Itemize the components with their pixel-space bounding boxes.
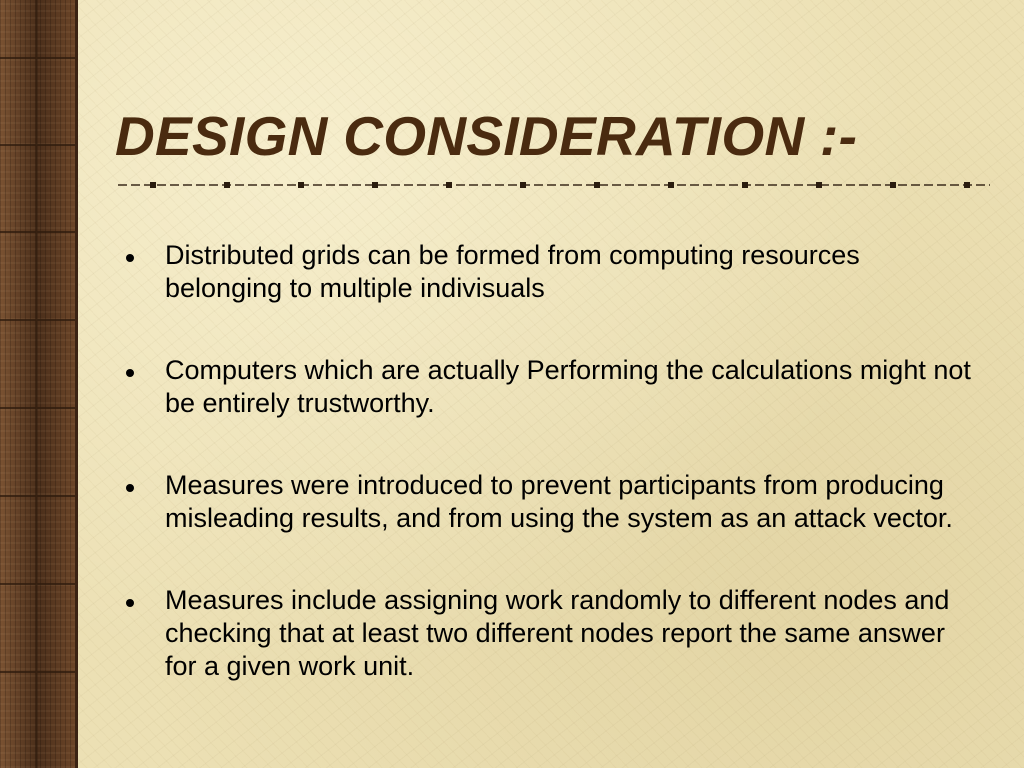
- bullet-item: [122, 354, 982, 420]
- bullet-dot-icon: [126, 254, 134, 262]
- sidebar-grid-lines: [0, 0, 75, 768]
- bullet-dot-icon: [126, 484, 134, 492]
- bullet-text: Computers which are actually Performing the calculations might not be entirely trustworthy.: [165, 355, 971, 418]
- slide-title: DESIGN CONSIDERATION :-: [115, 105, 858, 167]
- bullet-item: [122, 584, 982, 683]
- bullet-list: [122, 239, 982, 683]
- bullet-item: [122, 469, 982, 535]
- bullet-dot-icon: [126, 599, 134, 607]
- bullet-text: Measures were introduced to prevent participants from producing misleading results, and from using the system as an attack vector.: [165, 470, 953, 533]
- bullet-text: Distributed grids can be formed from computing resources belonging to multiple indivisuals: [165, 240, 860, 303]
- wood-sidebar: [0, 0, 78, 768]
- bullet-item: [122, 239, 982, 305]
- title-divider: [118, 178, 990, 192]
- bullet-text: Measures include assigning work randomly to different nodes and checking that at least two different nodes report the same answer for a given work unit.: [165, 585, 950, 681]
- bullet-dot-icon: [126, 369, 134, 377]
